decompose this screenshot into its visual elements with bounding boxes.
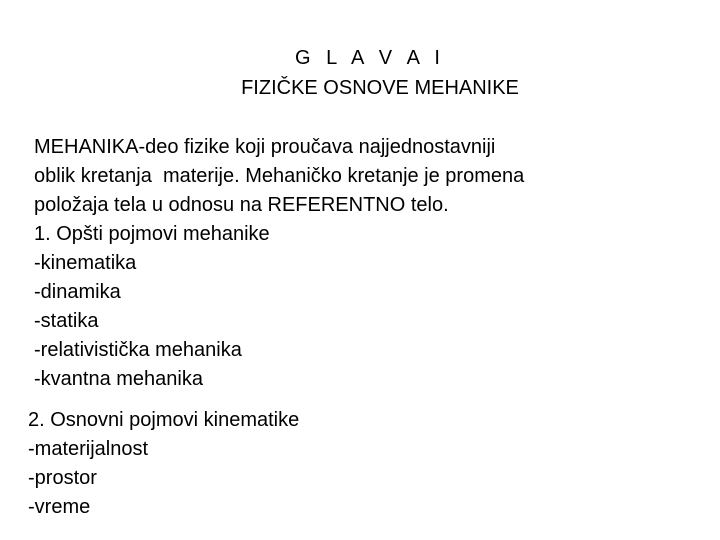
list-item-dynamics: -dinamika (34, 281, 121, 303)
chapter-label: G L A V A I (295, 47, 445, 69)
list-item-time: -vreme (28, 496, 91, 518)
subsection-heading-general-concepts: 1. Opšti pojmovi mehanike (34, 223, 270, 245)
definition-line-1: MEHANIKA-deo fizike koji proučava najjednostavniji (34, 136, 496, 158)
list-item-materiality: -materijalnost (28, 438, 149, 460)
subsection-heading-kinematics-concepts: 2. Osnovni pojmovi kinematike (28, 409, 300, 431)
list-item-quantum-mechanics: -kvantna mehanika (34, 368, 203, 390)
mechanics-intro-section (34, 133, 714, 394)
chapter-title: FIZIČKE OSNOVE MEHANIKE (241, 77, 519, 99)
list-item-relativistic-mechanics: -relativistička mehanika (34, 339, 242, 361)
definition-line-2: oblik kretanja materije. Mehaničko kretanje je promena (34, 165, 525, 187)
list-item-statics: -statika (34, 310, 99, 332)
list-item-space: -prostor (28, 467, 97, 489)
definition-line-3: položaja tela u odnosu na REFERENTNO telo. (34, 194, 449, 216)
list-item-kinematics: -kinematika (34, 252, 137, 274)
kinematics-concepts-section (28, 406, 708, 522)
